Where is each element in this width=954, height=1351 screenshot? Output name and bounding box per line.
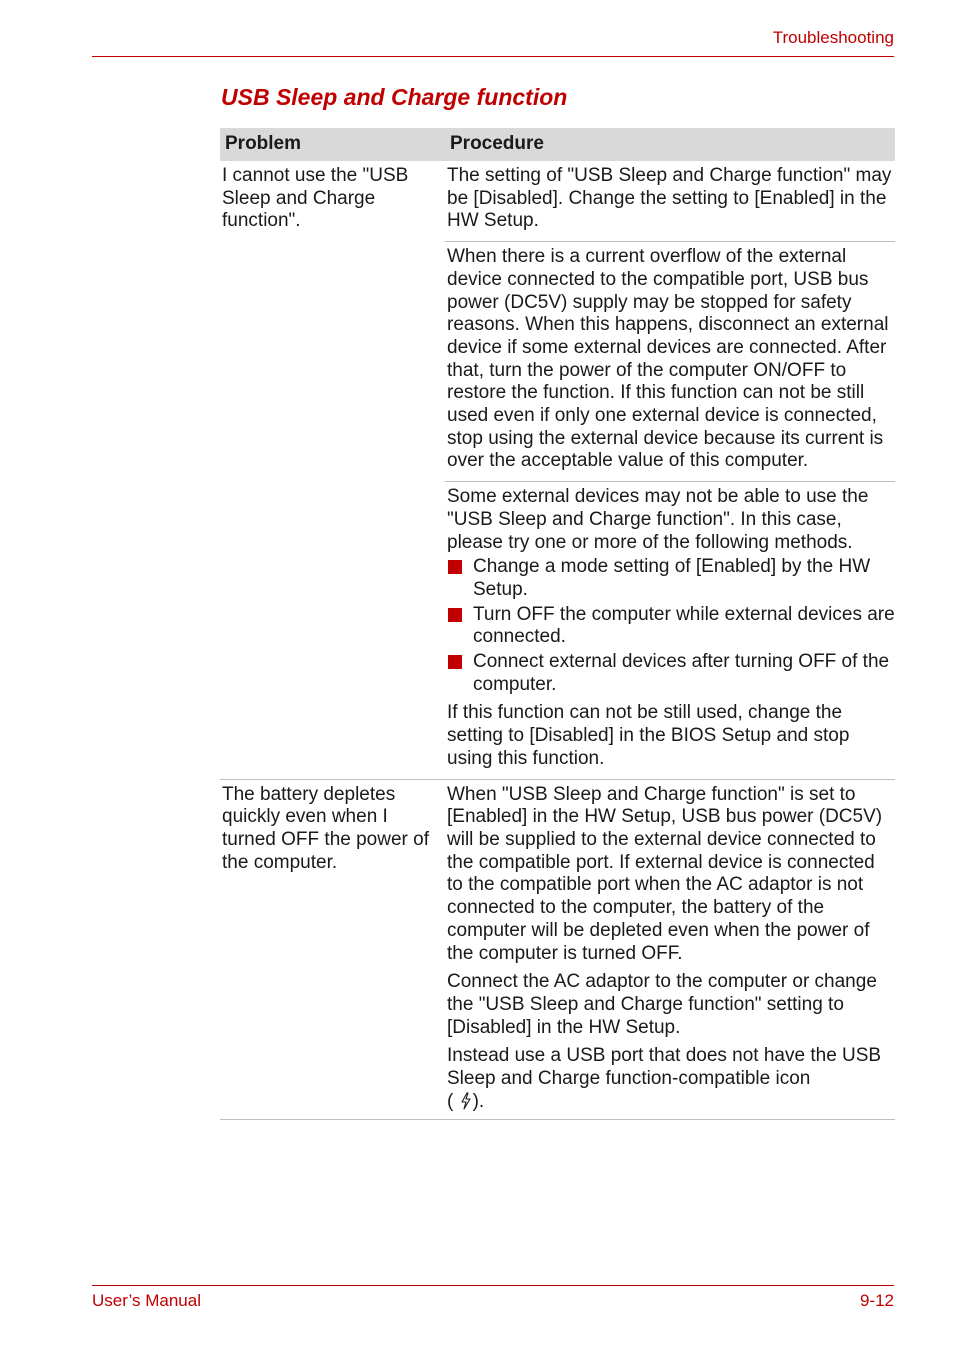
list-item-text: Turn OFF the computer while external devices are connected.: [473, 603, 895, 648]
list-item: [447, 651, 895, 696]
procedure-text: Connect the AC adaptor to the computer or change the "USB Sleep and Charge function" setting to [Disabled] in the HW Setup.: [447, 971, 877, 1038]
procedure-block: [445, 482, 895, 778]
procedure-block: [445, 161, 895, 242]
icon-paren-open: (: [447, 1090, 454, 1112]
sleep-and-charge-bolt-icon: [459, 1092, 473, 1110]
icon-paren-close: ).: [472, 1090, 485, 1112]
procedure-text-span: Instead use a USB port that does not have the USB Sleep and Charge function-compatible icon: [447, 1045, 882, 1090]
square-bullet-icon: [448, 608, 462, 622]
procedure-text: [447, 1045, 895, 1113]
table-row: [220, 780, 895, 1121]
procedure-intro: Some external devices may not be able to use the "USB Sleep and Charge function". In this case, please try one or more of the following methods.: [447, 486, 869, 553]
header-procedure: Procedure: [450, 133, 544, 155]
procedure-text: The setting of "USB Sleep and Charge function" may be [Disabled]. Change the setting to [Enabled] in the HW Setup.: [447, 165, 892, 232]
list-item: [447, 604, 895, 649]
method-list: [447, 556, 895, 696]
procedure-cell: [445, 780, 895, 1120]
table-header: [220, 128, 895, 161]
procedure-outro: If this function can not be still used, change the setting to [Disabled] in the BIOS Setup and stop using this function.: [447, 702, 850, 769]
page-number: 9-12: [859, 1291, 894, 1310]
table-row: [220, 161, 895, 780]
footer-rule: [92, 1285, 894, 1286]
square-bullet-icon: [448, 560, 462, 574]
header-rule: [92, 56, 894, 57]
section-title: USB Sleep and Charge function: [221, 84, 568, 110]
footer-manual-label: User’s Manual: [92, 1291, 201, 1310]
procedure-block: [445, 780, 895, 1120]
list-item: [447, 556, 895, 601]
problem-cell: I cannot use the "USB Sleep and Charge function".: [222, 165, 409, 232]
running-header: Troubleshooting: [772, 28, 894, 47]
header-problem: Problem: [225, 133, 302, 155]
troubleshooting-table: [220, 128, 895, 1120]
procedure-cell: [445, 161, 895, 779]
procedure-text: When "USB Sleep and Charge function" is set to [Enabled] in the HW Setup, USB bus power (DC5V) will be supplied to the external device connected to the compatible port. If external device is connected to the compatible port when the AC adaptor is not connected to the computer, the battery of the computer will be depleted even when the power of the computer is turned OFF.: [447, 783, 883, 964]
list-item-text: Connect external devices after turning OFF of the computer.: [473, 651, 890, 695]
list-item-text: Change a mode setting of [Enabled] by the HW Setup.: [473, 556, 871, 600]
problem-cell: The battery depletes quickly even when I turned OFF the power of the computer.: [222, 783, 429, 873]
procedure-text: When there is a current overflow of the external device connected to the compatible port, USB bus power (DC5V) supply may be stopped for safety reasons. When this happens, disconnect an external device if some external devices are connected. After that, turn the power of the computer ON/OFF to restore the function. If this function can not be still used even if only one external device is connected, stop using the external device because its current is over the acceptable value of this computer.: [447, 246, 889, 472]
procedure-block: [445, 242, 895, 482]
square-bullet-icon: [448, 655, 462, 669]
